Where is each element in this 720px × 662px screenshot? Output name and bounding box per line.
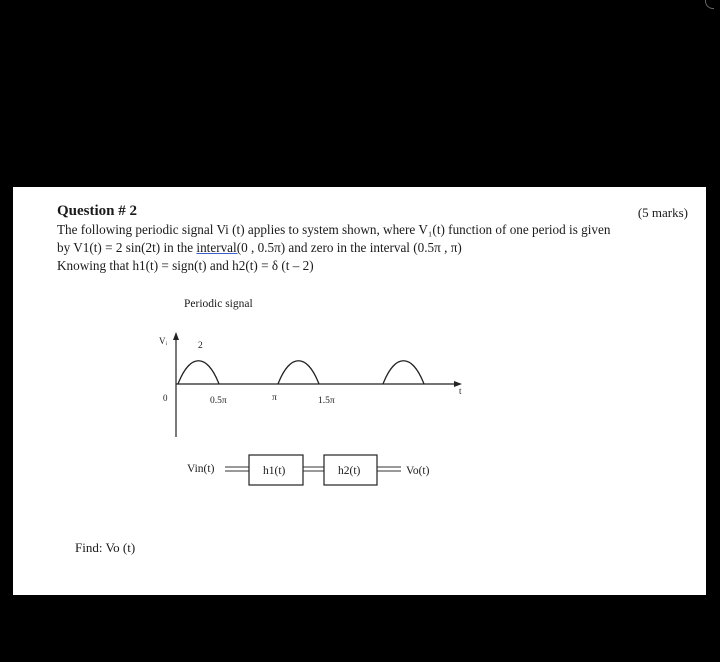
problem-line-1: The following periodic signal Vi (t) applies to system shown, where V₁(t) function of one period is given [57,222,611,237]
marks-label: (5 marks) [637,205,688,220]
problem-line-3: Knowing that h1(t) = sign(t) and h2(t) = δ (t – 2) [57,258,314,273]
question-sheet [13,187,706,595]
t-axis-label: t [459,386,462,396]
question-title: Question # 2 [57,203,138,219]
origin-label: 0 [163,393,168,403]
signal-hump-3 [383,361,424,384]
input-signal-label: Vin(t) [187,463,215,475]
tick-label-0.5pi: 0.5π [210,396,227,406]
output-signal-label: Vo(t) [406,465,430,477]
signal-hump-1 [178,361,219,384]
h2-label: h2(t) [338,465,361,477]
y-axis-arrow-icon [173,332,179,340]
amplitude-label: 2 [198,341,203,351]
tick-label-pi: π [272,393,277,403]
figure-caption: Periodic signal [184,298,253,310]
signal-hump-2 [278,361,319,384]
tick-label-1.5pi: 1.5π [318,396,335,406]
problem-line-2-suffix: 0 , 0.5π) and zero in the interval (0.5π , π) [241,240,462,255]
interval-word: interval( [196,240,242,255]
problem-line-2-prefix: by V1(t) = 2 sin(2t) in the [57,240,197,255]
y-axis-label: Vᵢ [159,336,167,346]
figure-canvas [13,187,706,595]
find-prompt: Find: Vo (t) [75,540,136,555]
corner-curl-icon [705,0,714,9]
h1-label: h1(t) [263,465,286,477]
